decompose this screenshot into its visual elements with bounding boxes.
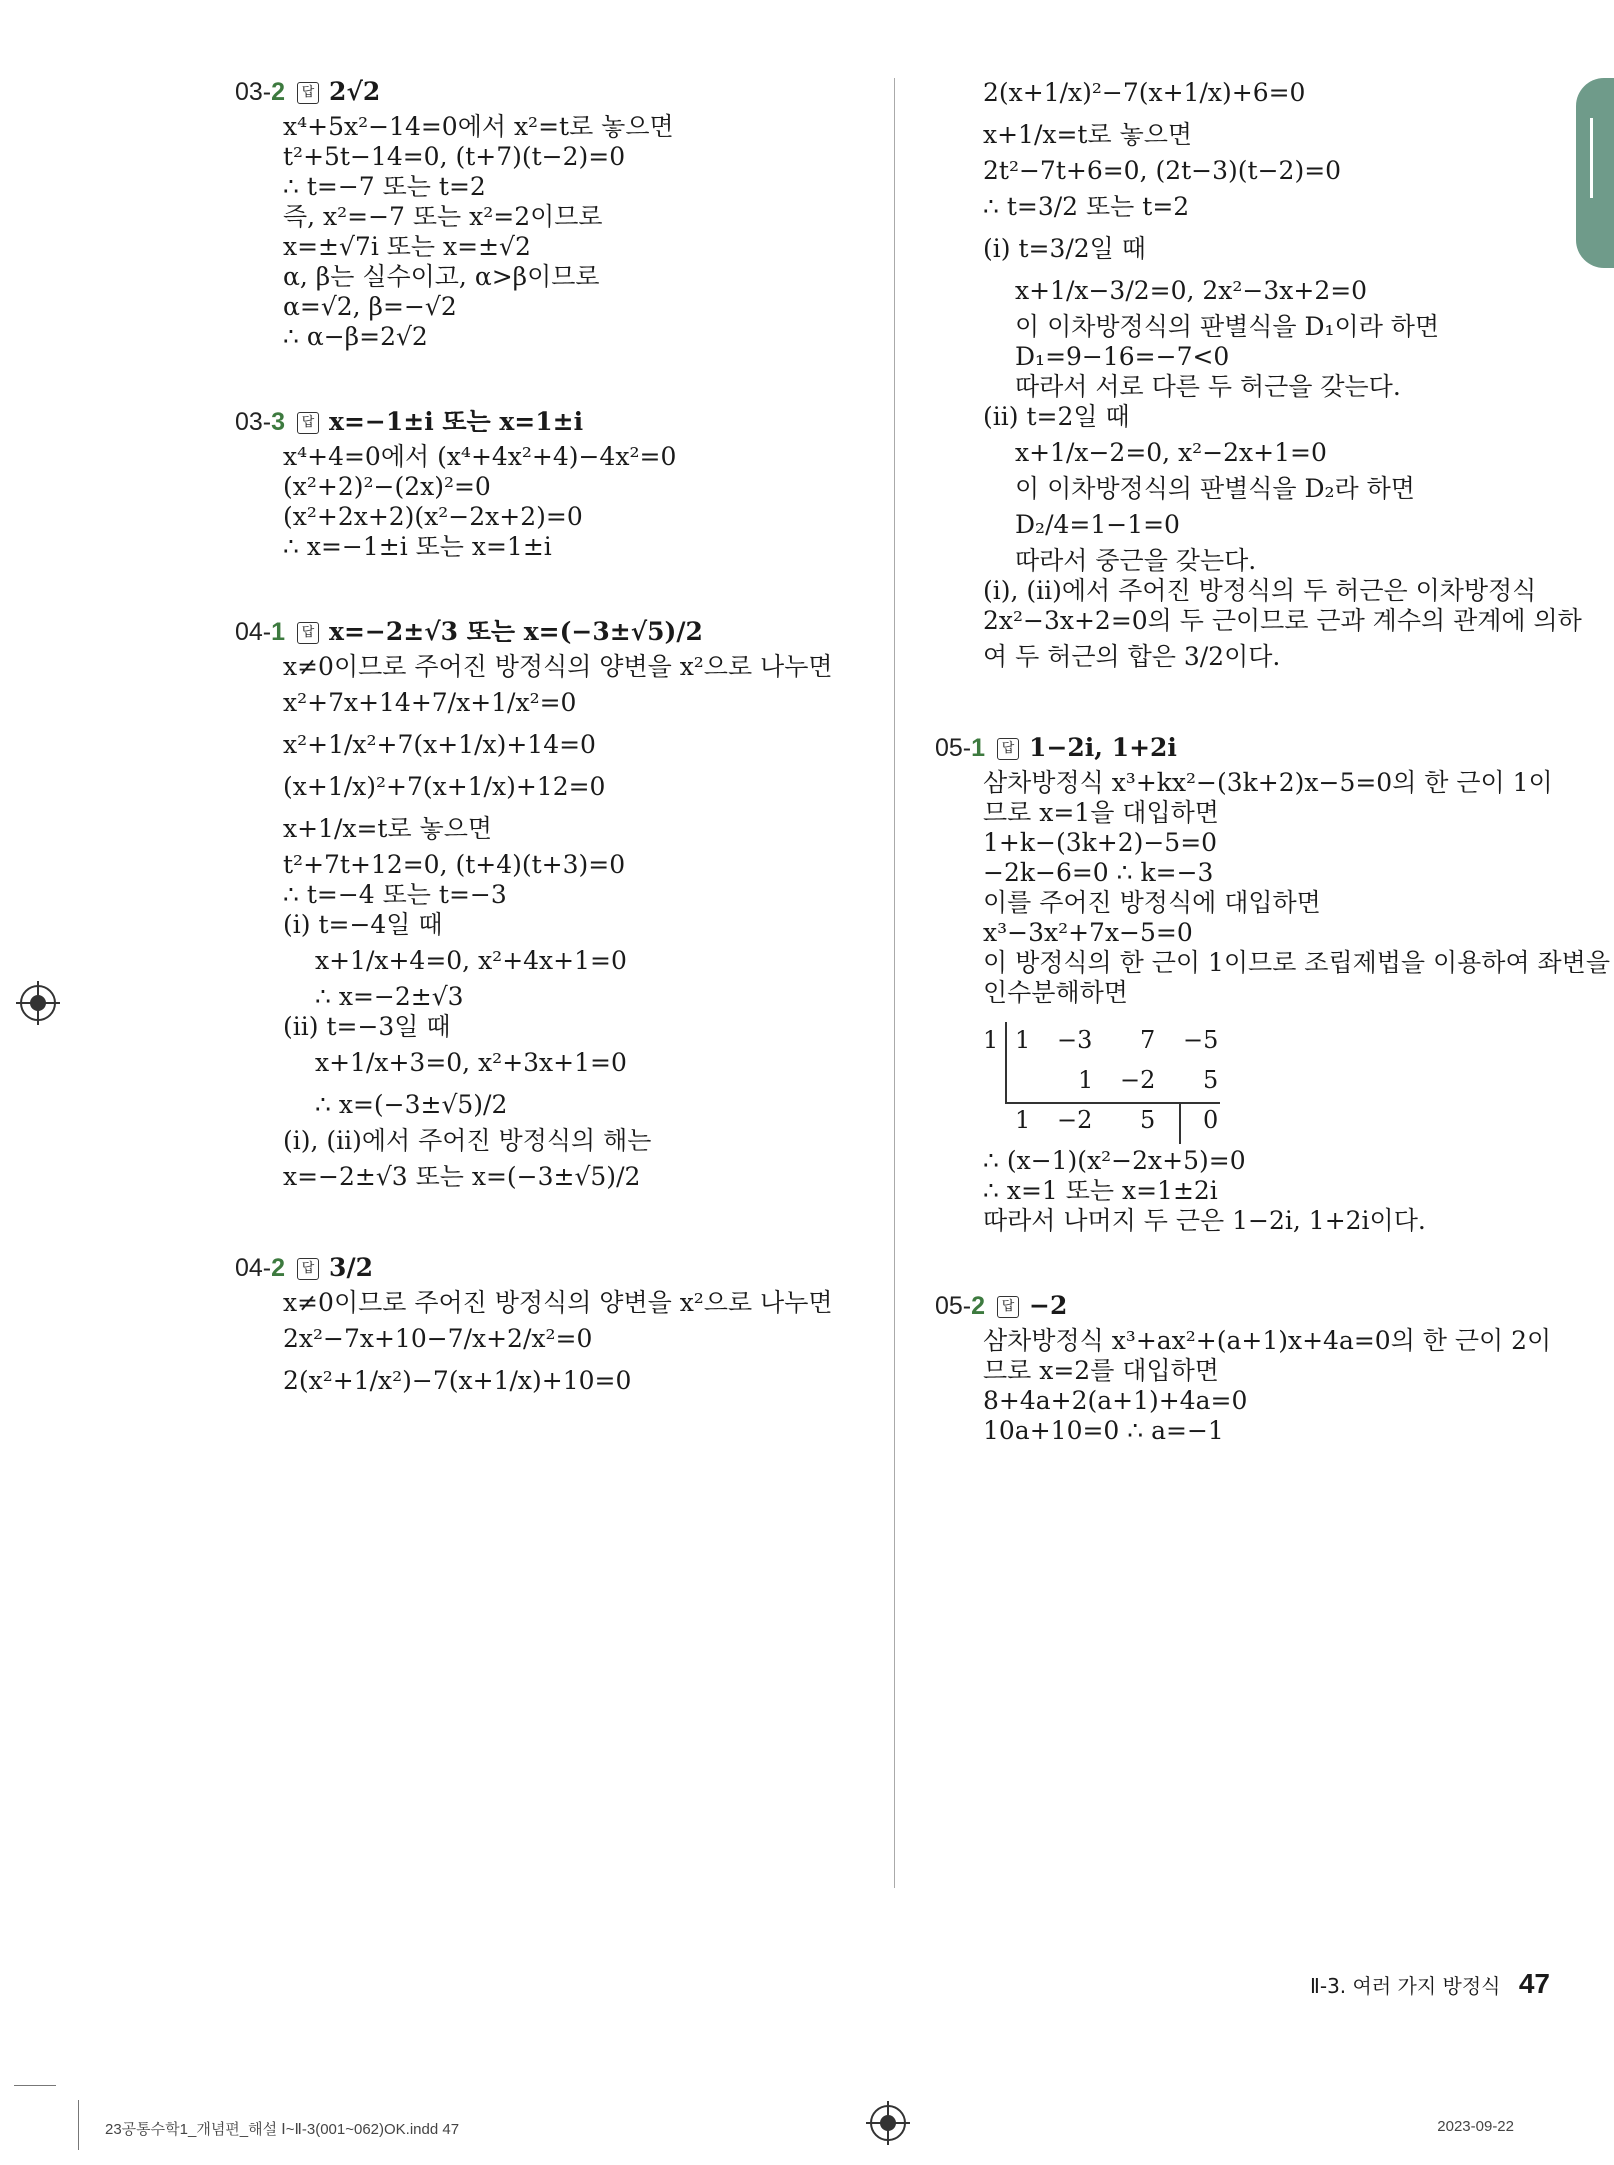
solution-line: 이 방정식의 한 근이 1이므로 조립제법을 이용하여 좌변을 <box>983 948 1610 977</box>
problem-header-04-1: 04-1 답 x=−2±√3 또는 x=(−3±√5)/2 <box>235 617 703 646</box>
solution-line: (ⅰ) t=3/2일 때 <box>983 234 1146 263</box>
page-footer <box>1310 1968 1550 2000</box>
synth-cell: 0 <box>1203 1106 1219 1134</box>
solution-line: (x+1/x)²+7(x+1/x)+12=0 <box>283 772 606 801</box>
solution-line: x⁴+5x²−14=0에서 x²=t로 놓으면 <box>283 112 674 141</box>
problem-header-04-2: 04-2 답 3/2 <box>235 1253 373 1282</box>
solution-line: 따라서 서로 다른 두 허근을 갖는다. <box>1015 372 1401 401</box>
column-divider <box>894 78 895 1888</box>
solution-line: x³−3x²+7x−5=0 <box>983 918 1193 947</box>
solution-line: (ⅱ) t=−3일 때 <box>283 1012 451 1041</box>
solution-line: ∴ x=−2±√3 <box>315 982 464 1011</box>
registration-mark-icon <box>870 2105 906 2141</box>
solution-line: 2x²−7x+10−7/x+2/x²=0 <box>283 1324 593 1353</box>
solution-line: (ⅰ), (ⅱ)에서 주어진 방정식의 두 허근은 이차방정식 <box>983 576 1537 605</box>
chapter-tab <box>1576 78 1614 268</box>
solution-line: x+1/x−3/2=0, 2x²−3x+2=0 <box>1015 276 1368 305</box>
solution-line: 10a+10=0 ∴ a=−1 <box>983 1416 1224 1445</box>
synth-cell: −5 <box>1183 1026 1219 1054</box>
solution-line: 2x²−3x+2=0의 두 근이므로 근과 계수의 관계에 의하 <box>983 606 1582 635</box>
solution-line: x≠0이므로 주어진 방정식의 양변을 x²으로 나누면 <box>283 1288 833 1317</box>
solution-line: x≠0이므로 주어진 방정식의 양변을 x²으로 나누면 <box>283 652 833 681</box>
solution-line: 이를 주어진 방정식에 대입하면 <box>983 888 1321 917</box>
solution-line: 따라서 중근을 갖는다. <box>1015 546 1257 575</box>
right-column <box>935 72 1610 1446</box>
synth-cell: −3 <box>1057 1026 1093 1054</box>
solution-line: ∴ α−β=2√2 <box>283 322 428 351</box>
section-title: Ⅱ-3. 여러 가지 방정식 <box>1310 1974 1501 1998</box>
slug-date: 2023-09-22 <box>1437 2118 1514 2135</box>
answer-icon: 답 <box>297 1258 319 1280</box>
synth-cell: 7 <box>1140 1026 1156 1054</box>
problem-header-05-2: 05-2 답 −2 <box>935 1291 1068 1320</box>
answer-icon: 답 <box>297 622 319 644</box>
solution-line: 따라서 나머지 두 근은 1−2i, 1+2i이다. <box>983 1206 1426 1235</box>
solution-line: D₁=9−16=−7<0 <box>1015 342 1230 371</box>
solution-line: 인수분해하면 <box>983 978 1128 1007</box>
problem-header-03-2: 03-2 답 2√2 <box>235 77 381 106</box>
solution-line: 여 두 허근의 합은 3/2이다. <box>983 642 1281 671</box>
solution-line: x+1/x=t로 놓으면 <box>283 814 493 843</box>
slug-filename: 23공통수학1_개념편_해설 Ⅰ~Ⅱ-3(001~062)OK.indd 47 <box>105 2121 460 2138</box>
answer-icon: 답 <box>997 738 1019 760</box>
synth-cell: 5 <box>1140 1106 1156 1134</box>
answer-icon: 답 <box>997 1296 1019 1318</box>
problem-header-05-1: 05-1 답 1−2i, 1+2i <box>935 733 1177 762</box>
solution-line: ∴ t=−4 또는 t=−3 <box>283 880 507 909</box>
solution-line: 2(x+1/x)²−7(x+1/x)+6=0 <box>983 78 1306 107</box>
solution-line: 8+4a+2(a+1)+4a=0 <box>983 1386 1248 1415</box>
solution-line: α=√2, β=−√2 <box>283 292 457 321</box>
solution-line: 2(x²+1/x²)−7(x+1/x)+10=0 <box>283 1366 632 1395</box>
registration-mark-icon <box>20 985 56 1021</box>
solution-line: (ⅱ) t=2일 때 <box>983 402 1130 431</box>
solution-line: ∴ t=3/2 또는 t=2 <box>983 192 1190 221</box>
solution-line: −2k−6=0 ∴ k=−3 <box>983 858 1214 887</box>
crop-mark <box>14 2085 56 2086</box>
answer-icon: 답 <box>297 412 319 434</box>
solution-line: x²+1/x²+7(x+1/x)+14=0 <box>283 730 596 759</box>
synthetic-division-table <box>935 1026 1555 1146</box>
solution-line: 1+k−(3k+2)−5=0 <box>983 828 1218 857</box>
solution-line: t²+5t−14=0, (t+7)(t−2)=0 <box>283 142 626 171</box>
synth-cell: −2 <box>1057 1106 1093 1134</box>
solution-line: x+1/x+3=0, x²+3x+1=0 <box>315 1048 627 1077</box>
synth-cell: 5 <box>1203 1066 1219 1094</box>
crop-mark <box>78 2100 79 2150</box>
solution-line: x=±√7i 또는 x=±√2 <box>283 232 531 261</box>
solution-line: ∴ x=1 또는 x=1±2i <box>983 1176 1218 1205</box>
synth-cell: −2 <box>1120 1066 1156 1094</box>
answer-icon: 답 <box>297 82 319 104</box>
solution-line: x²+7x+14+7/x+1/x²=0 <box>283 688 577 717</box>
solution-line: x+1/x+4=0, x²+4x+1=0 <box>315 946 627 975</box>
solution-line: t²+7t+12=0, (t+4)(t+3)=0 <box>283 850 626 879</box>
solution-line: ∴ (x−1)(x²−2x+5)=0 <box>983 1146 1246 1175</box>
synth-cell: 1 <box>1015 1106 1031 1134</box>
solution-line: (x²+2x+2)(x²−2x+2)=0 <box>283 502 583 531</box>
solution-line: 이 이차방정식의 판별식을 D₂라 하면 <box>1015 474 1415 503</box>
solution-line: (x²+2)²−(2x)²=0 <box>283 472 491 501</box>
page-number: 47 <box>1518 1968 1550 1999</box>
solution-line: ∴ x=−1±i 또는 x=1±i <box>283 532 552 561</box>
solution-line: 삼차방정식 x³+kx²−(3k+2)x−5=0의 한 근이 1이 <box>983 768 1553 797</box>
solution-line: α, β는 실수이고, α>β이므로 <box>283 262 600 291</box>
solution-line: 므로 x=1을 대입하면 <box>983 798 1219 827</box>
solution-line: x=−2±√3 또는 x=(−3±√5)/2 <box>283 1162 641 1191</box>
left-column <box>235 72 885 1402</box>
solution-line: 삼차방정식 x³+ax²+(a+1)x+4a=0의 한 근이 2이 <box>983 1326 1552 1355</box>
solution-line: x+1/x=t로 놓으면 <box>983 120 1193 149</box>
solution-line: x+1/x−2=0, x²−2x+1=0 <box>1015 438 1327 467</box>
solution-line: 므로 x=2를 대입하면 <box>983 1356 1219 1385</box>
solution-line: (ⅰ) t=−4일 때 <box>283 910 443 939</box>
solution-line: 즉, x²=−7 또는 x²=2이므로 <box>283 202 603 231</box>
synth-divisor: 1 <box>983 1026 999 1054</box>
synth-cell: 1 <box>1078 1066 1094 1094</box>
synth-cell: 1 <box>1015 1026 1031 1054</box>
solution-line: (ⅰ), (ⅱ)에서 주어진 방정식의 해는 <box>283 1126 652 1155</box>
solution-line: D₂/4=1−1=0 <box>1015 510 1180 539</box>
solution-line: ∴ x=(−3±√5)/2 <box>315 1090 508 1119</box>
solution-line: x⁴+4=0에서 (x⁴+4x²+4)−4x²=0 <box>283 442 677 471</box>
solution-line: 이 이차방정식의 판별식을 D₁이라 하면 <box>1015 312 1440 341</box>
solution-line: 2t²−7t+6=0, (2t−3)(t−2)=0 <box>983 156 1342 185</box>
solution-line: ∴ t=−7 또는 t=2 <box>283 172 486 201</box>
problem-header-03-3: 03-3 답 x=−1±i 또는 x=1±i <box>235 407 584 436</box>
